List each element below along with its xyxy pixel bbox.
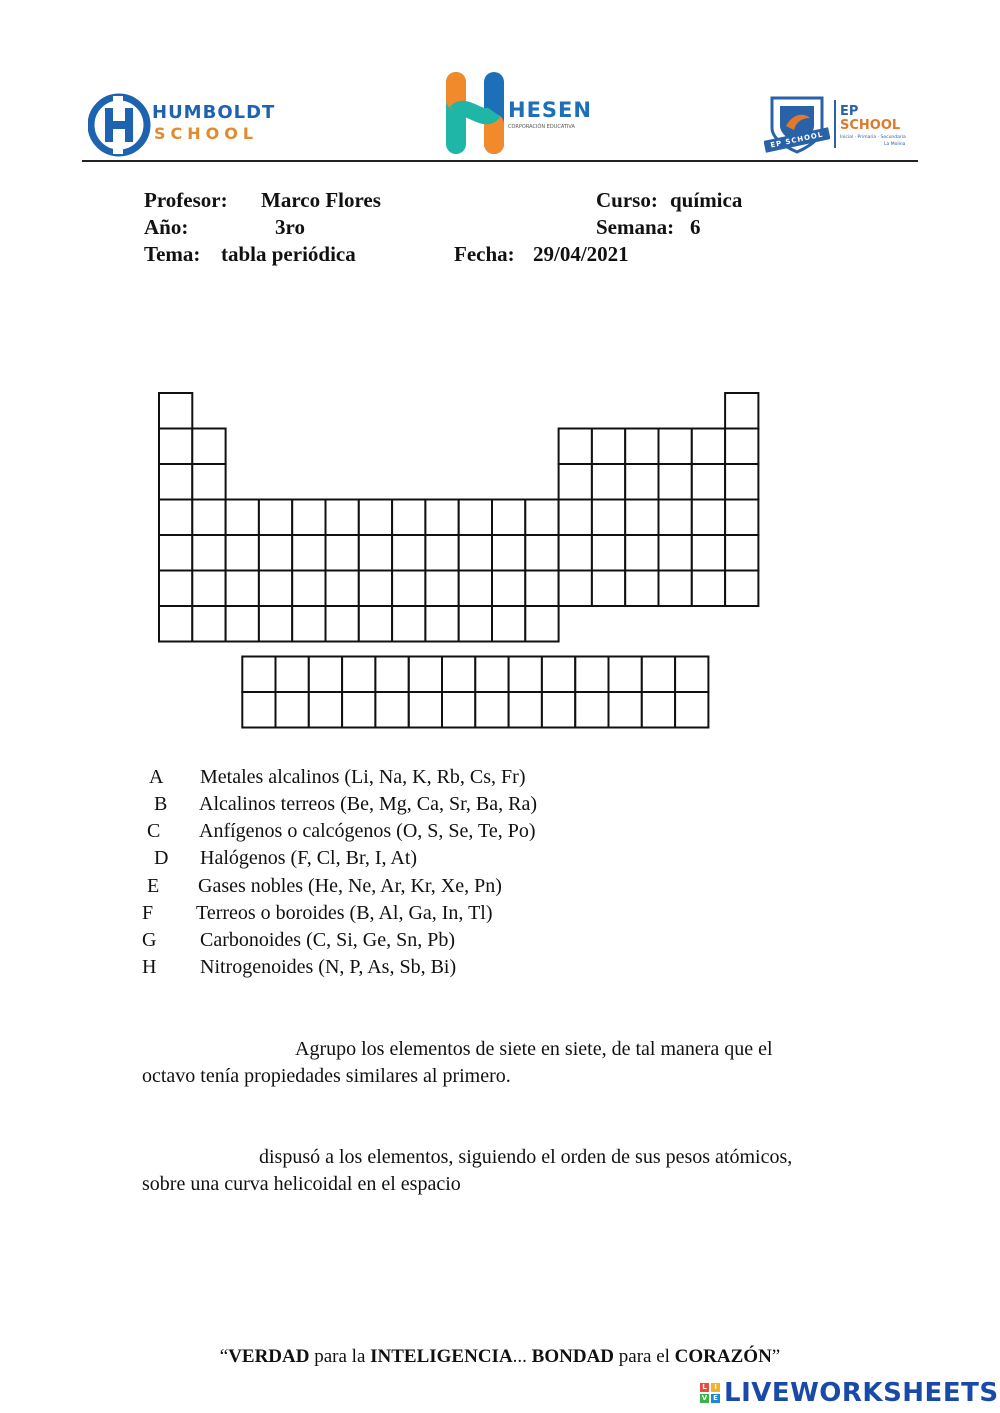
table-cell — [226, 535, 259, 571]
humboldt-subname: SCHOOL — [154, 124, 259, 143]
humboldt-logo — [88, 92, 276, 158]
table-cell — [392, 535, 425, 571]
ep-school-badge: EP SCHOOL — [769, 130, 824, 150]
table-cell — [692, 535, 725, 571]
table-cell — [425, 500, 458, 536]
table-cell — [192, 606, 225, 642]
semana-value: 6 — [690, 215, 701, 239]
table-cell — [459, 606, 492, 642]
table-cell — [292, 606, 325, 642]
table-cell — [559, 571, 592, 607]
table-cell — [159, 500, 192, 536]
table-cell — [159, 429, 192, 465]
table-cell — [425, 571, 458, 607]
tema-value: tabla periódica — [221, 242, 356, 266]
table-cell — [259, 606, 292, 642]
f-block-cell — [375, 692, 408, 728]
table-cell — [425, 606, 458, 642]
liveworksheets-watermark — [700, 1376, 999, 1410]
table-cell — [459, 571, 492, 607]
legend-letter-f: F — [142, 902, 154, 924]
table-cell — [359, 535, 392, 571]
ep-school-name-line2: SCHOOL — [840, 118, 901, 133]
f-block-cell — [609, 657, 642, 693]
f-block-cell — [575, 692, 608, 728]
table-cell — [226, 500, 259, 536]
f-block-cell — [675, 692, 708, 728]
f-block-cell — [442, 692, 475, 728]
f-block-cell — [375, 657, 408, 693]
table-cell — [592, 535, 625, 571]
f-block-cell — [309, 657, 342, 693]
table-cell — [725, 429, 758, 465]
table-cell — [392, 500, 425, 536]
f-block-cell — [276, 657, 309, 693]
table-cell — [492, 535, 525, 571]
paragraph-1-line-1: Agrupo los elementos de siete en siete, de tal manera que el — [295, 1038, 773, 1060]
f-block-cell — [642, 657, 675, 693]
table-cell — [492, 500, 525, 536]
table-cell — [592, 464, 625, 500]
table-cell — [692, 429, 725, 465]
f-block-cell — [342, 657, 375, 693]
table-cell — [392, 606, 425, 642]
legend-text-c: Anfígenos o calcógenos (O, S, Se, Te, Po) — [199, 820, 536, 842]
ep-school-name-line1: EP — [840, 104, 859, 119]
table-cell — [326, 571, 359, 607]
table-cell — [159, 393, 192, 429]
school-motto: “VERDAD para la INTELIGENCIA... BONDAD para el CORAZÓN” — [219, 1346, 781, 1367]
table-cell — [159, 464, 192, 500]
table-cell — [592, 500, 625, 536]
table-cell — [559, 429, 592, 465]
table-cell — [592, 429, 625, 465]
table-cell — [292, 535, 325, 571]
table-cell — [492, 571, 525, 607]
table-cell — [159, 571, 192, 607]
table-cell — [559, 500, 592, 536]
f-block-cell — [409, 657, 442, 693]
legend-text-d: Halógenos (F, Cl, Br, I, At) — [200, 847, 418, 869]
table-cell — [226, 606, 259, 642]
table-cell — [159, 606, 192, 642]
table-cell — [525, 535, 558, 571]
table-cell — [359, 500, 392, 536]
fecha-label: Fecha: — [454, 242, 515, 266]
table-cell — [359, 606, 392, 642]
table-cell — [559, 464, 592, 500]
legend-letter-e: E — [147, 875, 160, 897]
f-block-cell — [276, 692, 309, 728]
ep-school-tagline: Inicial · Primaria · Secundaria — [840, 135, 906, 140]
f-block-cell — [242, 692, 275, 728]
table-cell — [659, 535, 692, 571]
paragraph-2-line-1: dispusó a los elementos, siguiendo el orden de sus pesos atómicos, — [259, 1146, 793, 1168]
legend-letter-d: D — [154, 847, 169, 869]
table-cell — [625, 500, 658, 536]
table-cell — [259, 535, 292, 571]
legend-text-e: Gases nobles (He, Ne, Ar, Kr, Xe, Pn) — [198, 875, 502, 897]
ep-school-tagline-2: La Molina — [884, 142, 906, 147]
table-cell — [525, 606, 558, 642]
periodic-table-grid — [150, 385, 770, 735]
curso-label: Curso: — [596, 188, 658, 212]
table-cell — [259, 500, 292, 536]
table-cell — [492, 606, 525, 642]
tema-label: Tema: — [144, 242, 201, 266]
table-cell — [725, 500, 758, 536]
table-cell — [226, 571, 259, 607]
table-cell — [525, 571, 558, 607]
table-cell — [725, 571, 758, 607]
table-cell — [359, 571, 392, 607]
profesor-label: Profesor: — [144, 188, 228, 212]
f-block-cell — [509, 657, 542, 693]
table-cell — [292, 571, 325, 607]
paragraph-2-line-2: sobre una curva helicoidal en el espacio — [142, 1173, 461, 1195]
table-cell — [659, 464, 692, 500]
table-cell — [692, 571, 725, 607]
legend-text-g: Carbonoides (C, Si, Ge, Sn, Pb) — [200, 929, 455, 951]
table-cell — [326, 535, 359, 571]
f-block-cell — [609, 692, 642, 728]
table-cell — [192, 429, 225, 465]
f-block-cell — [409, 692, 442, 728]
table-cell — [659, 500, 692, 536]
table-cell — [392, 571, 425, 607]
f-block-cell — [475, 657, 508, 693]
table-cell — [725, 393, 758, 429]
legend-text-f: Terreos o boroides (B, Al, Ga, In, Tl) — [196, 902, 493, 924]
f-block-cell — [242, 657, 275, 693]
f-block-cell — [509, 692, 542, 728]
table-cell — [559, 535, 592, 571]
hesen-tagline: CORPORACIÓN EDUCATIVA — [508, 124, 575, 130]
f-block-cell — [542, 692, 575, 728]
liveworksheets-text: LIVEWORKSHEETS — [724, 1378, 999, 1408]
hesen-name: HESEN — [508, 98, 592, 122]
profesor-value: Marco Flores — [261, 188, 381, 212]
curso-value: química — [670, 188, 743, 212]
legend-letter-a: A — [149, 766, 164, 788]
anio-value: 3ro — [275, 215, 305, 239]
table-cell — [625, 429, 658, 465]
legend-letter-g: G — [142, 929, 157, 951]
legend-text-a: Metales alcalinos (Li, Na, K, Rb, Cs, Fr) — [200, 766, 526, 788]
f-block-cell — [542, 657, 575, 693]
table-cell — [292, 500, 325, 536]
liveworksheets-icon: L I V E — [700, 1383, 720, 1403]
table-cell — [659, 429, 692, 465]
table-cell — [692, 464, 725, 500]
table-cell — [259, 571, 292, 607]
table-cell — [192, 500, 225, 536]
header-divider — [82, 160, 918, 162]
table-cell — [192, 535, 225, 571]
fecha-value: 29/04/2021 — [533, 242, 629, 266]
table-cell — [192, 571, 225, 607]
table-cell — [459, 535, 492, 571]
table-cell — [592, 571, 625, 607]
table-cell — [625, 571, 658, 607]
legend-letter-h: H — [142, 956, 157, 978]
table-cell — [725, 535, 758, 571]
f-block-cell — [642, 692, 675, 728]
legend-text-h: Nitrogenoides (N, P, As, Sb, Bi) — [200, 956, 457, 978]
f-block-cell — [442, 657, 475, 693]
table-cell — [326, 606, 359, 642]
legend-text-b: Alcalinos terreos (Be, Mg, Ca, Sr, Ba, Ra) — [199, 793, 538, 815]
paragraph-1-line-2: octavo tenía propiedades similares al primero. — [142, 1065, 511, 1087]
table-cell — [425, 535, 458, 571]
table-cell — [625, 535, 658, 571]
f-block-cell — [475, 692, 508, 728]
semana-label: Semana: — [596, 215, 675, 239]
hesen-logo — [444, 70, 594, 158]
humboldt-emblem-icon — [88, 92, 154, 158]
f-block-cell — [575, 657, 608, 693]
f-block-cell — [675, 657, 708, 693]
ep-school-logo — [764, 96, 914, 156]
hesen-emblem-icon — [444, 70, 508, 156]
table-cell — [459, 500, 492, 536]
table-cell — [692, 500, 725, 536]
table-cell — [159, 535, 192, 571]
f-block-cell — [309, 692, 342, 728]
legend-letter-c: C — [147, 820, 161, 842]
table-cell — [525, 500, 558, 536]
anio-label: Año: — [144, 215, 189, 239]
table-cell — [659, 571, 692, 607]
legend-letter-b: B — [154, 793, 168, 815]
humboldt-name: HUMBOLDT — [152, 102, 276, 123]
f-block-cell — [342, 692, 375, 728]
table-cell — [192, 464, 225, 500]
table-cell — [625, 464, 658, 500]
table-cell — [725, 464, 758, 500]
table-cell — [326, 500, 359, 536]
